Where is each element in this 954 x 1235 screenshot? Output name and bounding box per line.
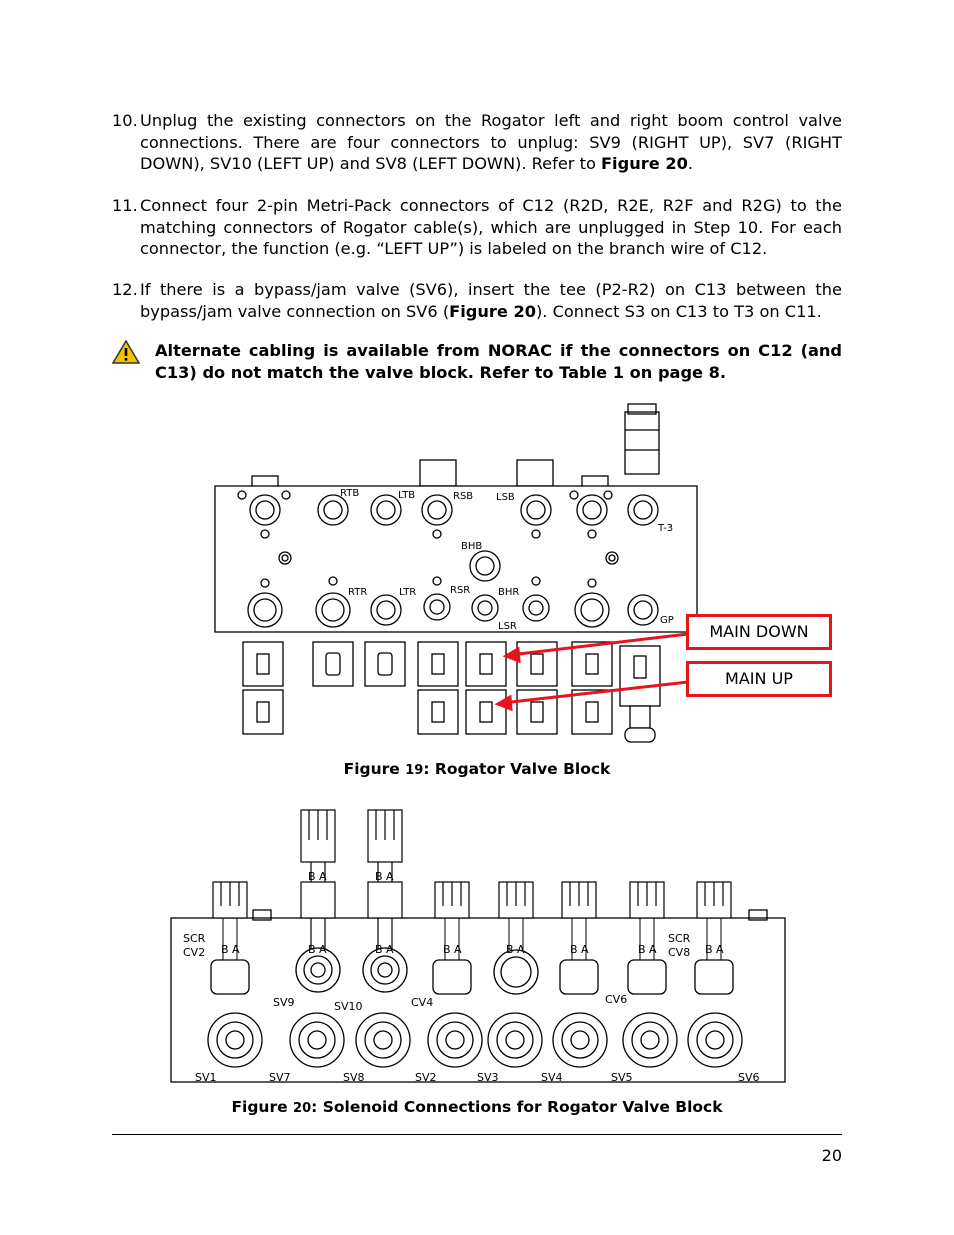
port-label-ltb: LTB (398, 490, 416, 501)
step-number: 10. (112, 111, 138, 130)
figure-19-valve-block (200, 400, 850, 750)
figure-19-caption: Figure 19: Rogator Valve Block (343, 760, 611, 778)
bottom-label: SV5 (611, 1071, 633, 1084)
label-scr-cv2-b: CV2 (183, 946, 206, 959)
port-label-t3: T-3 (658, 523, 674, 534)
plug-label: B A (638, 943, 657, 956)
warning-note (112, 340, 842, 383)
step-10 (112, 110, 842, 175)
port-label-rtb: RTB (340, 488, 360, 499)
port-label-rtr: RTR (348, 587, 368, 598)
figure-reference: Figure 20 (449, 301, 536, 321)
plug-label: B A (705, 943, 724, 956)
plug-label: B A (308, 870, 327, 883)
valve-label-sv9: SV9 (273, 996, 295, 1009)
page-number: 20 (821, 1146, 842, 1165)
valve-label-cv4: CV4 (411, 996, 434, 1009)
valve-label-sv10: SV10 (334, 1000, 363, 1013)
callout-main-down: MAIN DOWN (686, 614, 832, 650)
plug-label: B A (375, 943, 394, 956)
port-label-rsb: RSB (453, 491, 474, 502)
warning-triangle-icon (112, 340, 140, 364)
plug-label: B A (221, 943, 240, 956)
plug-label: B A (443, 943, 462, 956)
step-number: 11. (112, 196, 138, 215)
bottom-label: SV6 (738, 1071, 760, 1084)
bottom-label: SV8 (343, 1071, 365, 1084)
bottom-label: SV3 (477, 1071, 499, 1084)
port-label-lsr: LSR (498, 621, 517, 632)
port-label-bhr: BHR (498, 587, 520, 598)
label-scr-cv8-a: SCR (668, 932, 691, 945)
port-label-lsb: LSB (496, 492, 515, 503)
step-text: Connect four 2-pin Metri-Pack connectors of C12 (R2D, R2E, R2F and R2G) to the matching connectors of Rogator cable(s), which are unplugged in Step 10. For each connector, the function (e.g. “LEFT UP”) is labeled on the branch wire of C12. (140, 196, 842, 258)
plug-label: B A (506, 943, 525, 956)
callout-main-up: MAIN UP (686, 661, 832, 697)
step-number: 12. (112, 280, 138, 299)
bottom-label: SV7 (269, 1071, 291, 1084)
figure-reference: Figure 20 (601, 154, 688, 173)
footer-divider (112, 1134, 842, 1135)
label-scr-cv2-a: SCR (183, 932, 206, 945)
step-11 (112, 195, 842, 260)
port-label-ltr: LTR (399, 587, 417, 598)
plug-label: B A (375, 870, 394, 883)
figure-20-caption: Figure 20: Solenoid Connections for Rogator Valve Block (231, 1098, 723, 1116)
warning-text: Alternate cabling is available from NORAC if the connectors on C12 (and C13) do not match the valve block. Refer to Table 1 on page 8. (155, 341, 842, 382)
step-text: Unplug the existing connectors on the Rogator left and right boom control valve connections. There are four connectors to unplug: SV9 (RIGHT UP), SV7 (RIGHT DOWN), SV10 (LEFT UP) and SV8 (LEFT DOWN). Refer to Figure 20. (140, 111, 842, 173)
valve-label-cv6: CV6 (605, 993, 628, 1006)
figure-20-solenoid-connections (165, 800, 790, 1090)
port-label-rsr: RSR (450, 585, 471, 596)
label-scr-cv8-b: CV8 (668, 946, 691, 959)
plug-label: B A (308, 943, 327, 956)
port-label-bhb: BHB (461, 541, 483, 552)
step-12 (112, 279, 842, 322)
bottom-label: SV2 (415, 1071, 437, 1084)
step-text: If there is a bypass/jam valve (SV6), insert the tee (P2-R2) on C13 between the bypass/jam valve connection on SV6 (Figure 20). Connect S3 on C13 to T3 on C11. (140, 280, 842, 321)
port-label-gp: GP (660, 615, 674, 626)
bottom-label: SV4 (541, 1071, 563, 1084)
bottom-label: SV1 (195, 1071, 217, 1084)
plug-label: B A (570, 943, 589, 956)
